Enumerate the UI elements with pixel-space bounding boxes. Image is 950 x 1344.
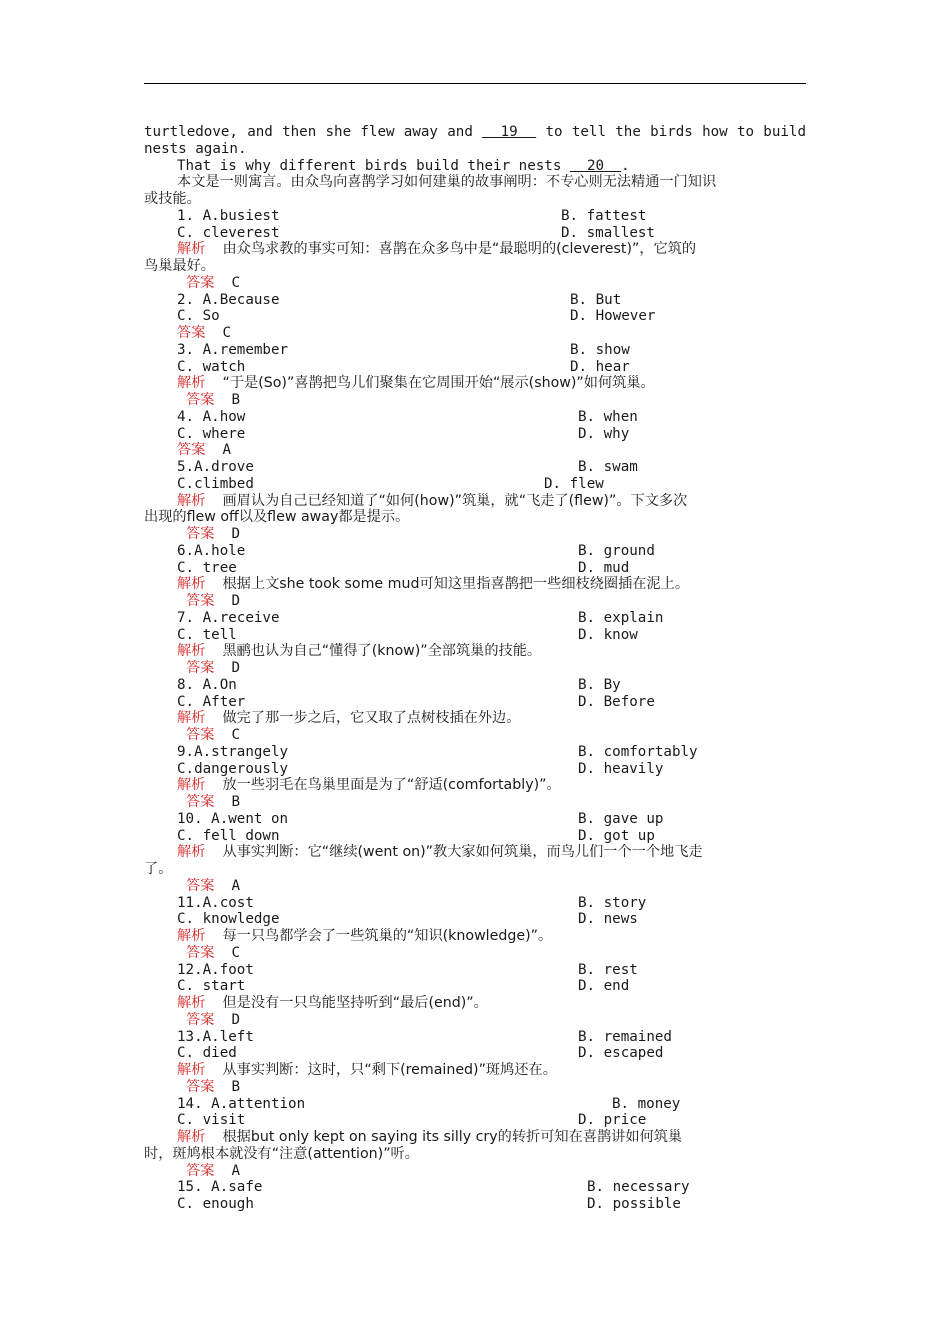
answer-value: C: [231, 727, 241, 743]
analysis-text: 根据上文she took some mud可知这里指喜鹊把一些细枝绕圈插在泥上。: [222, 576, 690, 593]
analysis-text: 但是没有一只鸟能坚持听到“最后(end)”。: [222, 995, 488, 1011]
answer-value: D: [231, 660, 241, 676]
q9-analysis: [144, 777, 806, 794]
answer-label: 答案: [186, 1078, 215, 1095]
option-b: B. But: [570, 291, 622, 308]
analysis-text: 从事实判断：它“继续(went on)”教大家如何筑巢，而鸟儿们一个一个地飞走: [222, 844, 703, 861]
option-a: 6.A.hole: [177, 542, 246, 559]
analysis-label: 解析: [177, 1129, 206, 1145]
q8-row-ab: [144, 677, 806, 694]
option-c: C. cleverest: [177, 224, 280, 241]
option-b: B. swam: [578, 459, 638, 475]
option-a: 7. A.receive: [177, 609, 280, 626]
option-c: C. tell: [177, 626, 237, 643]
q1-row-cd: [144, 225, 806, 242]
q2-answer: [144, 325, 806, 342]
answer-label: 答案: [186, 1011, 215, 1028]
q15-row-ab: [144, 1179, 806, 1196]
q5-answer: [144, 526, 806, 543]
q7-answer: [144, 660, 806, 677]
passage-line-2: nests again.: [144, 140, 247, 157]
option-a: 8. A.On: [177, 676, 237, 693]
q14-analysis-cont: 时，斑鸠根本就没有“注意(attention)”听。: [144, 1145, 419, 1162]
analysis-text: 每一只鸟都学会了一些筑巢的“知识(knowledge)”。: [222, 928, 553, 944]
q12-analysis: [144, 995, 806, 1012]
option-d: D. heavily: [578, 760, 664, 777]
answer-value: B: [231, 1078, 241, 1095]
option-b: B. explain: [578, 609, 664, 626]
summary-line-1: 本文是一则寓言。由众鸟向喜鹊学习如何建巢的故事阐明：不专心则无法精通一门知识: [177, 174, 717, 191]
q13-analysis: [144, 1062, 806, 1079]
option-a: 5.A.drove: [177, 459, 254, 475]
q1-analysis: [144, 241, 806, 258]
analysis-text: “于是(So)”喜鹊把鸟儿们聚集在它周围开始“展示(show)”如何筑巢。: [222, 375, 655, 392]
option-d: D. escaped: [578, 1045, 664, 1062]
q4-row-cd: [144, 426, 806, 443]
q3-analysis: [144, 375, 806, 392]
q12-row-cd: [144, 978, 806, 995]
analysis-label: 解析: [177, 777, 206, 794]
analysis-text: 黑鹂也认为自己“懂得了(know)”全部筑巢的技能。: [222, 643, 542, 660]
answer-label: 答案: [186, 660, 215, 676]
q3-answer: [144, 392, 806, 409]
answer-value: C: [231, 944, 241, 961]
answer-value: C: [231, 274, 241, 291]
option-c: C. fell down: [177, 827, 280, 844]
option-c: C. died: [177, 1045, 237, 1062]
option-a: 9.A.strangely: [177, 743, 289, 760]
option-a: 12.A.foot: [177, 961, 254, 978]
option-d: D. smallest: [561, 224, 655, 241]
q5-row-cd: [144, 476, 806, 493]
option-c: C. where: [177, 425, 246, 442]
answer-value: D: [231, 1011, 241, 1028]
passage-text: to tell the birds how to build: [536, 124, 807, 140]
answer-value: B: [231, 392, 241, 408]
analysis-label: 解析: [177, 844, 206, 861]
analysis-label: 解析: [177, 1062, 206, 1078]
option-b: B. gave up: [578, 810, 664, 827]
option-b: B. rest: [578, 961, 638, 978]
header-rule: [144, 83, 806, 84]
q5-row-ab: [144, 459, 806, 476]
analysis-label: 解析: [177, 241, 206, 258]
option-a: 2. A.Because: [177, 291, 280, 308]
analysis-text: 由众鸟求教的事实可知：喜鹊在众多鸟中是“最聪明的(cleverest)”，它筑的: [222, 241, 697, 258]
option-a: 10. A.went on: [177, 810, 289, 827]
answer-label: 答案: [186, 392, 215, 408]
q15-row-cd: [144, 1196, 806, 1213]
analysis-label: 解析: [177, 928, 206, 944]
analysis-text: 做完了那一步之后，它又取了点树枝插在外边。: [222, 710, 521, 727]
option-c: C. watch: [177, 358, 246, 375]
q14-answer: [144, 1163, 806, 1180]
q8-analysis: [144, 710, 806, 727]
answer-label: 答案: [186, 274, 215, 291]
option-d: D. know: [578, 626, 638, 643]
option-c: C. visit: [177, 1112, 246, 1129]
q6-row-cd: [144, 560, 806, 577]
option-b: B. comfortably: [578, 743, 698, 760]
q13-row-ab: [144, 1029, 806, 1046]
q3-row-cd: [144, 359, 806, 376]
analysis-label: 解析: [177, 576, 206, 593]
q10-row-cd: [144, 828, 806, 845]
option-a: 11.A.cost: [177, 894, 254, 911]
q12-row-ab: [144, 962, 806, 979]
q2-row-ab: [144, 292, 806, 309]
q3-row-ab: [144, 342, 806, 359]
option-b: B. show: [570, 341, 630, 358]
answer-value: B: [231, 794, 241, 810]
answer-label: 答案: [186, 944, 215, 961]
analysis-label: 解析: [177, 710, 206, 727]
option-c: C. enough: [177, 1196, 254, 1212]
passage-line-3: [144, 158, 806, 175]
answer-value: A: [231, 877, 241, 894]
q11-row-cd: [144, 911, 806, 928]
answer-label: 答案: [186, 1162, 215, 1179]
option-d: D. news: [578, 911, 638, 928]
q2-row-cd: [144, 308, 806, 325]
option-b: B. remained: [578, 1028, 672, 1045]
passage-text: That is why different birds build their nests: [177, 157, 570, 174]
q1-row-ab: [144, 208, 806, 225]
q7-analysis: [144, 643, 806, 660]
q13-answer: [144, 1079, 806, 1096]
q10-answer: [144, 878, 806, 895]
q14-row-cd: [144, 1112, 806, 1129]
q14-analysis: [144, 1129, 806, 1146]
q5-analysis: [144, 493, 806, 510]
q5-analysis-cont: 出现的flew off以及flew away都是提示。: [144, 509, 410, 526]
option-b: B. money: [612, 1095, 681, 1112]
answer-label: 答案: [177, 325, 206, 341]
option-a: 15. A.safe: [177, 1179, 263, 1196]
answer-label: 答案: [186, 593, 215, 609]
passage-line-1: [144, 124, 806, 141]
q14-row-ab: [144, 1096, 806, 1113]
answer-value: A: [231, 1162, 241, 1179]
answer-label: 答案: [186, 877, 215, 894]
answer-value: D: [231, 593, 241, 609]
q6-row-ab: [144, 543, 806, 560]
option-c: C.climbed: [177, 475, 254, 492]
document-body: [144, 124, 806, 1213]
option-d: D. hear: [570, 358, 630, 375]
option-b: B. ground: [578, 542, 655, 559]
q11-analysis: [144, 928, 806, 945]
option-d: D. price: [578, 1112, 647, 1129]
q10-analysis: [144, 844, 806, 861]
option-b: B. necessary: [587, 1179, 690, 1196]
q4-row-ab: [144, 409, 806, 426]
analysis-label: 解析: [177, 492, 206, 509]
option-d: D. mud: [578, 559, 630, 576]
analysis-text: 画眉认为自己已经知道了“如何(how)”筑巢，就“飞走了(flew)”。下文多次: [222, 492, 688, 509]
option-b: B. story: [578, 894, 647, 911]
q10-analysis-cont: 了。: [144, 861, 173, 877]
option-c: C. After: [177, 693, 246, 710]
q9-answer: [144, 794, 806, 811]
summary-line-2: 或技能。: [144, 191, 201, 207]
q11-answer: [144, 945, 806, 962]
answer-value: A: [222, 442, 232, 459]
analysis-text: 根据but only kept on saying its silly cry的转折可知在喜鹊讲如何筑巢: [222, 1129, 683, 1145]
answer-label: 答案: [186, 526, 215, 542]
analysis-text: 从事实判断：这时，只“剩下(remained)”斑鸠还在。: [222, 1062, 557, 1078]
q10-row-ab: [144, 811, 806, 828]
option-c: C.dangerously: [177, 760, 289, 777]
option-a: 4. A.how: [177, 408, 246, 425]
option-b: B. when: [578, 408, 638, 425]
blank-20: 20: [569, 157, 622, 174]
q1-answer: [144, 275, 806, 292]
option-a: 1. A.busiest: [177, 207, 280, 224]
q4-answer: [144, 442, 806, 459]
answer-label: 答案: [177, 442, 206, 459]
q12-answer: [144, 1012, 806, 1029]
analysis-label: 解析: [177, 375, 206, 392]
option-c: C. tree: [177, 559, 237, 576]
q1-analysis-cont: 鸟巢最好。: [144, 258, 215, 274]
passage-text: .: [621, 157, 630, 174]
option-a: 3. A.remember: [177, 341, 289, 358]
q7-row-cd: [144, 627, 806, 644]
option-b: B. fattest: [561, 207, 647, 224]
q9-row-ab: [144, 744, 806, 761]
option-c: C. start: [177, 978, 246, 995]
option-d: D. end: [578, 978, 630, 995]
q8-row-cd: [144, 694, 806, 711]
answer-label: 答案: [186, 727, 215, 743]
q6-answer: [144, 593, 806, 610]
q8-answer: [144, 727, 806, 744]
option-d: D. Before: [578, 693, 655, 710]
analysis-label: 解析: [177, 995, 206, 1011]
option-c: C. So: [177, 308, 220, 325]
option-d: D. possible: [587, 1196, 681, 1212]
passage-text: turtledove, and then she flew away and: [144, 124, 483, 140]
option-a: 14. A.attention: [177, 1095, 306, 1112]
option-a: 13.A.left: [177, 1028, 254, 1045]
option-d: D. why: [578, 425, 630, 442]
answer-value: D: [231, 526, 241, 542]
option-d: D. got up: [578, 827, 655, 844]
option-b: B. By: [578, 676, 621, 693]
analysis-text: 放一些羽毛在鸟巢里面是为了“舒适(comfortably)”。: [222, 777, 561, 794]
option-d: D. flew: [544, 475, 604, 492]
answer-value: C: [222, 325, 232, 341]
analysis-label: 解析: [177, 643, 206, 660]
option-c: C. knowledge: [177, 911, 280, 928]
q11-row-ab: [144, 895, 806, 912]
option-d: D. However: [570, 308, 656, 325]
q7-row-ab: [144, 610, 806, 627]
answer-label: 答案: [186, 794, 215, 810]
q9-row-cd: [144, 761, 806, 778]
q13-row-cd: [144, 1045, 806, 1062]
blank-19: 19: [482, 124, 537, 140]
q6-analysis: [144, 576, 806, 593]
